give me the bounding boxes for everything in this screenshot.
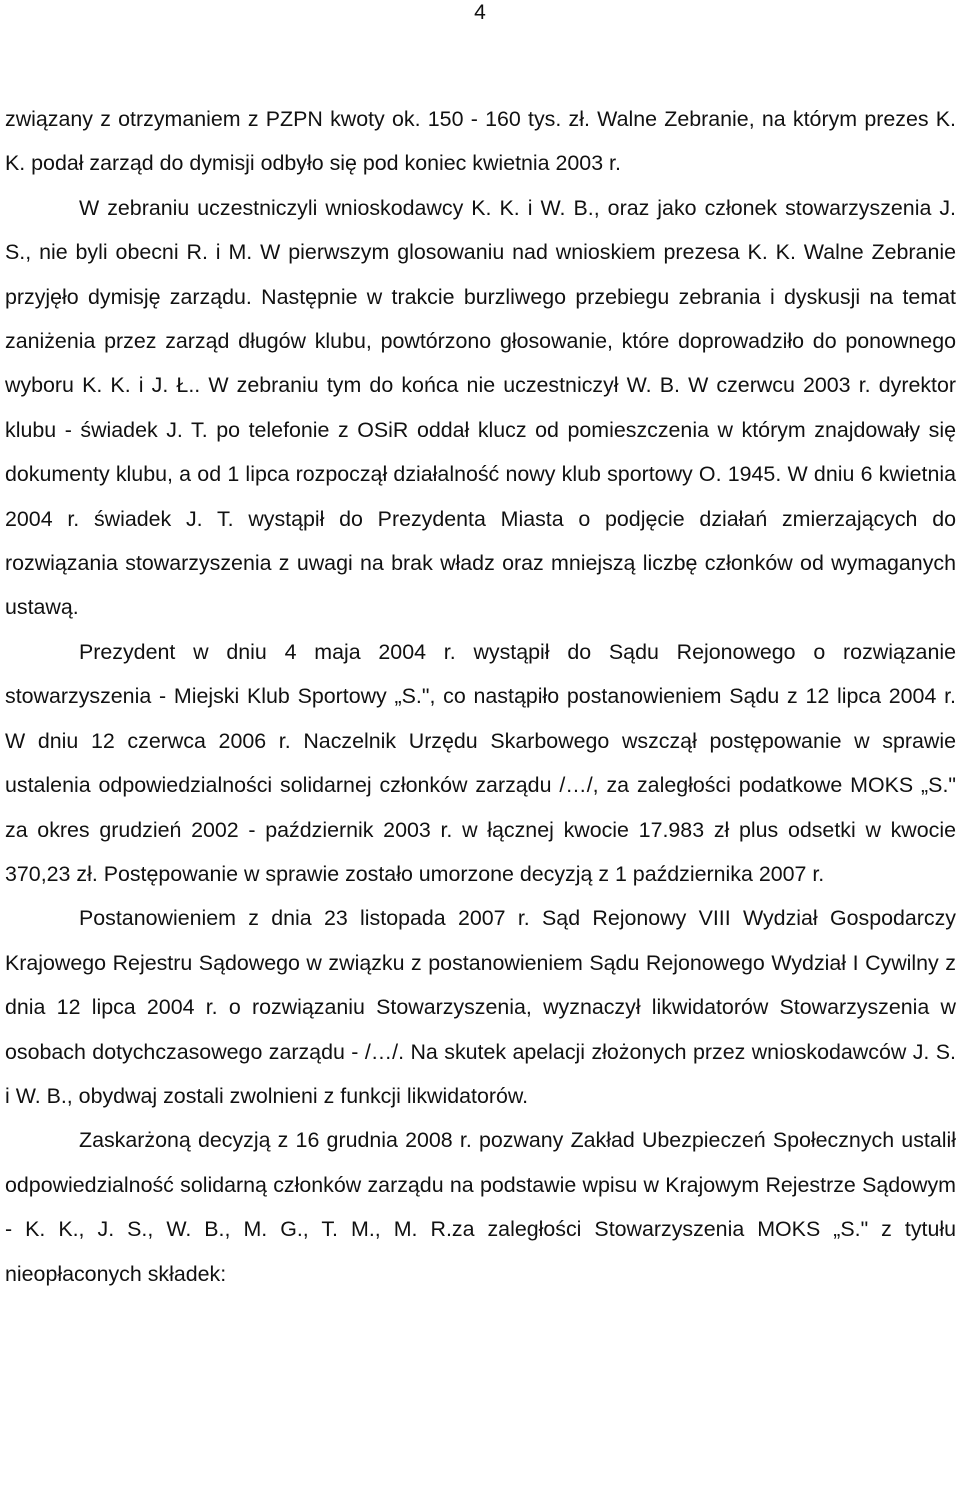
paragraph-3: Prezydent w dniu 4 maja 2004 r. wystąpił do Sądu Rejonowego o rozwiązanie stowarzyszenia - Miejski Klub Sportowy „S.", co nastąpiło postanowieniem Sądu z 12 lipca 2004 r. W dniu 12 czerwca 2006 r. Naczelnik Urzędu Skarbowego wszczął postępowanie w sprawie ustalenia odpowiedzialności solidarnej członków zarządu /…/, za zaległości podatkowe MOKS „S." za okres grudzień 2002 - październik 2003 r. w łącznej kwocie 17.983 zł plus odsetki w kwocie 370,23 zł. Postępowanie w sprawie zostało umorzone decyzją z 1 października 2007 r. xyxy=(5,639,956,886)
paragraph-4: Postanowieniem z dnia 23 listopada 2007 r. Sąd Rejonowy VIII Wydział Gospodarczy Krajowego Rejestru Sądowego w związku z postanowieniem Sądu Rejonowego Wydział I Cywilny z dnia 12 lipca 2004 r. o rozwiązaniu Stowarzyszenia, wyznaczył likwidatorów Stowarzyszenia w osobach dotychczasowego zarządu - /…/. Na skutek apelacji złożonych przez wnioskodawców J. S. i W. B., obydwaj zostali zwolnieni z funkcji likwidatorów. xyxy=(5,906,956,1108)
page-number: 4 xyxy=(474,1,486,24)
paragraph-1: związany z otrzymaniem z PZPN kwoty ok. 150 - 160 tys. zł. Walne Zebranie, na którym prezes K. K. podał zarząd do dymisji odbyło się pod koniec kwietnia 2003 r. xyxy=(5,107,956,176)
paragraph-5: Zaskarżoną decyzją z 16 grudnia 2008 r. pozwany Zakład Ubezpieczeń Społecznych ustalił odpowiedzialność solidarną członków zarządu na podstawie wpisu w Krajowym Rejestrze Sądowym - K. K., J. S., W. B., M. G., T. M., M. R.za zaległości Stowarzyszenia MOKS „S." z tytułu nieopłaconych składek: xyxy=(5,1128,956,1286)
paragraph-2: W zebraniu uczestniczyli wnioskodawcy K. K. i W. B., oraz jako członek stowarzyszenia J. S., nie byli obecni R. i M. W pierwszym glosowaniu nad wnioskiem prezesa K. K. Walne Zebranie przyjęło dymisję zarządu. Następnie w trakcie burzliwego przebiegu zebrania i dyskusji na temat zaniżenia przez zarząd długów klubu, powtórzono głosowanie, które doprowadziło do ponownego wyboru K. K. i J. Ł.. W zebraniu tym do końca nie uczestniczył W. B. W czerwcu 2003 r. dyrektor klubu - świadek J. T. po telefonie z OSiR oddał klucz od pomieszczenia w którym znajdowały się dokumenty klubu, a od 1 lipca rozpoczął działalność nowy klub sportowy O. 1945. W dniu 6 kwietnia 2004 r. świadek J. T. wystąpił do Prezydenta Miasta o podjęcie działań zmierzających do rozwiązania stowarzyszenia z uwagi na brak władz oraz mniejszą liczbę członków od wymaganych ustawą. xyxy=(5,195,956,620)
document-body xyxy=(5,97,956,1296)
